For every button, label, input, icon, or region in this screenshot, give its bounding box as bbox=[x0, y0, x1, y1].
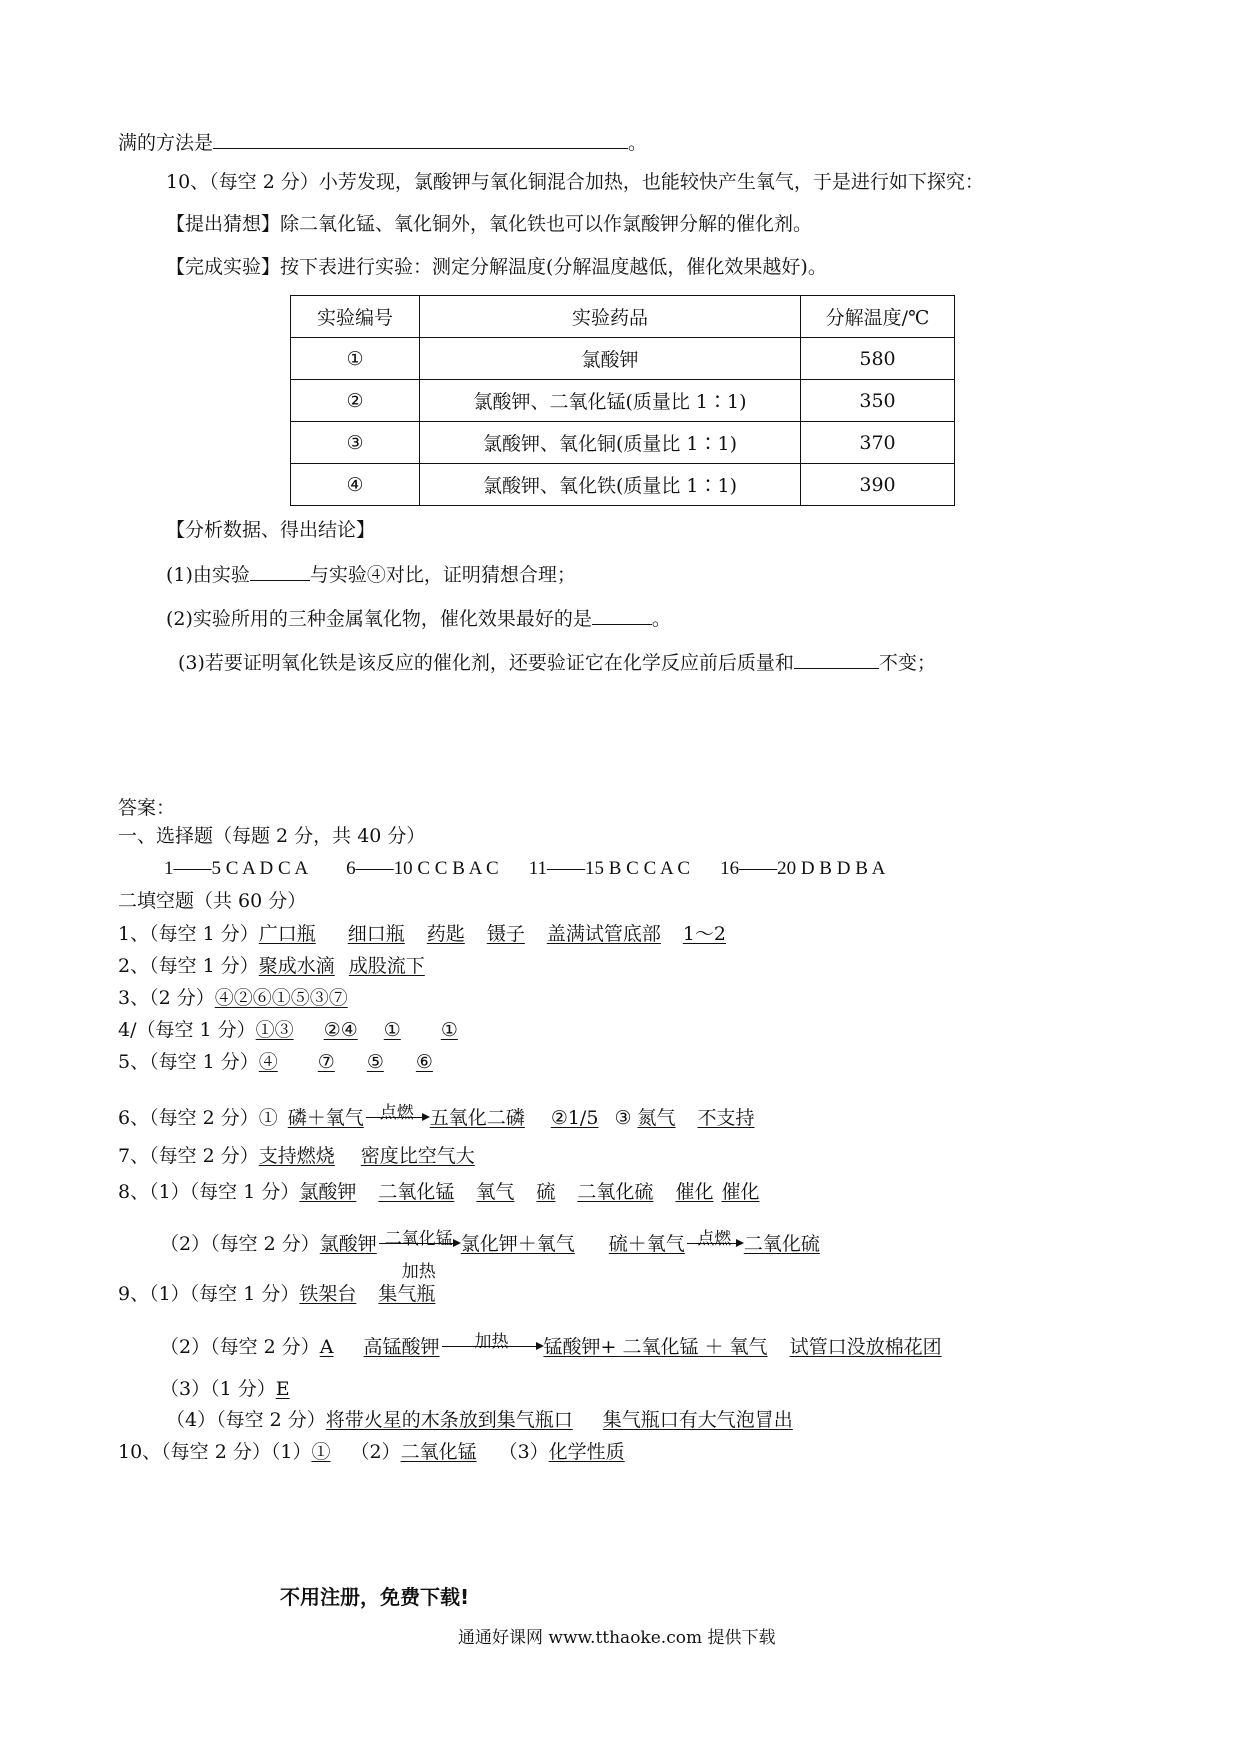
table-cell: 氯酸钾、氧化铁(质量比 1∶1) bbox=[420, 464, 801, 506]
equation-right: 二氧化硫 bbox=[743, 1233, 820, 1255]
answer: 氮气 bbox=[637, 1107, 676, 1129]
answer-line-8b bbox=[160, 1229, 820, 1282]
answer-line-10 bbox=[118, 1440, 625, 1464]
table-cell: ④ bbox=[291, 464, 420, 506]
answers-title: 答案： bbox=[118, 797, 176, 819]
answer: 聚成水滴 bbox=[258, 955, 335, 977]
answer: A bbox=[319, 1336, 334, 1358]
answer: 硫 bbox=[536, 1181, 556, 1203]
analysis-2 bbox=[166, 606, 671, 631]
table-cell: ① bbox=[291, 338, 420, 380]
answer-line-9a bbox=[118, 1282, 435, 1306]
q9-end-suffix: 。 bbox=[628, 132, 648, 154]
equation-left: 磷＋氧气 bbox=[287, 1107, 364, 1129]
answer: 盖满试管底部 bbox=[546, 923, 661, 945]
answer-prefix: 9、（1）（每空 1 分） bbox=[118, 1283, 300, 1305]
reaction-condition: 加热 bbox=[401, 1262, 436, 1282]
q9-end-line bbox=[118, 130, 647, 155]
answer: ②④ bbox=[323, 1019, 358, 1041]
blank bbox=[592, 606, 652, 625]
equation-left: 高锰酸钾 bbox=[363, 1336, 440, 1358]
analysis-1 bbox=[166, 562, 576, 587]
footer-site: 通通好课网 www.tthaoke.com 提供下载 bbox=[458, 1628, 776, 1648]
answer: 氧气 bbox=[476, 1181, 515, 1203]
answer: 氯酸钾 bbox=[299, 1181, 357, 1203]
answer-prefix: 10、（每空 2 分） bbox=[118, 1441, 271, 1463]
answer-prefix: 4/（每空 1 分） bbox=[118, 1019, 256, 1041]
answer: ① bbox=[440, 1019, 458, 1041]
mc-group: 11——15 B C C A C bbox=[528, 858, 691, 879]
answer: ④ bbox=[258, 1051, 278, 1073]
answer-line-9b bbox=[160, 1332, 942, 1359]
reaction-condition: 点燃 bbox=[379, 1103, 414, 1123]
answer: ①③ bbox=[255, 1019, 294, 1041]
equation-right: 氯化钾＋氧气 bbox=[460, 1233, 575, 1255]
answer: 1～2 bbox=[682, 923, 727, 945]
reaction-condition: 加热 bbox=[474, 1332, 509, 1352]
reaction-arrow bbox=[366, 1103, 428, 1124]
table-row bbox=[291, 422, 955, 464]
answer: ⑦ bbox=[317, 1051, 335, 1073]
blank bbox=[250, 562, 310, 581]
answer-prefix: （3）（1 分） bbox=[160, 1378, 276, 1400]
answer-line-6 bbox=[118, 1103, 755, 1130]
q9-end-prefix: 满的方法是 bbox=[118, 132, 214, 154]
answer: 将带火星的木条放到集气瓶口 bbox=[325, 1409, 573, 1431]
mc-group: 6——10 C C B A C bbox=[346, 858, 499, 879]
answer: 成股流下 bbox=[348, 955, 425, 977]
reaction-arrow bbox=[379, 1229, 459, 1282]
answer: 化学性质 bbox=[548, 1441, 625, 1463]
table-cell: 580 bbox=[801, 338, 955, 380]
answer-line-7 bbox=[118, 1144, 475, 1168]
analysis-title: 【分析数据、得出结论】 bbox=[166, 519, 376, 541]
answer-number: ① bbox=[258, 1107, 278, 1129]
reaction-arrow bbox=[687, 1229, 742, 1250]
answer: 镊子 bbox=[486, 923, 525, 945]
equation-right: 锰酸钾+ 二氧化锰 ＋ 氧气 bbox=[543, 1336, 768, 1358]
answer: 二氧化硫 bbox=[577, 1181, 654, 1203]
answer-line-5 bbox=[118, 1050, 433, 1074]
answer: ④②⑥①⑤③⑦ bbox=[214, 987, 348, 1009]
answer: 密度比空气大 bbox=[360, 1145, 475, 1167]
table-cell: 390 bbox=[801, 464, 955, 506]
reaction-catalyst: 二氧化锰 bbox=[384, 1229, 453, 1249]
table-cell: 370 bbox=[801, 422, 955, 464]
table-row bbox=[291, 380, 955, 422]
answer-number: ③ bbox=[614, 1107, 632, 1129]
answer-line-8a bbox=[118, 1180, 759, 1204]
answer: E bbox=[275, 1378, 290, 1400]
answer-prefix: （4）（每空 2 分） bbox=[166, 1409, 326, 1431]
answer-line-9d bbox=[166, 1408, 793, 1432]
analysis-3-pre: (3)若要证明氧化铁是该反应的催化剂，还要验证它在化学反应前后质量和 bbox=[178, 652, 794, 674]
answer-prefix: 8、（1）（每空 1 分） bbox=[118, 1181, 300, 1203]
table-header: 分解温度/℃ bbox=[801, 296, 955, 338]
answer: 不支持 bbox=[697, 1107, 755, 1129]
analysis-3 bbox=[178, 650, 936, 675]
answer-line-4 bbox=[118, 1018, 458, 1042]
answer: 药匙 bbox=[426, 923, 465, 945]
answer-prefix: 5、（每空 1 分） bbox=[118, 1051, 259, 1073]
reaction-arrow bbox=[442, 1332, 542, 1353]
answer: ⑥ bbox=[415, 1051, 433, 1073]
answer-line-2 bbox=[118, 954, 425, 978]
footer-promo: 不用注册，免费下载! bbox=[280, 1585, 470, 1609]
answer-prefix: 2、（每空 1 分） bbox=[118, 955, 259, 977]
table-cell: 350 bbox=[801, 380, 955, 422]
equation-left: 硫＋氧气 bbox=[608, 1233, 685, 1255]
answer: 催化 bbox=[675, 1181, 714, 1203]
answer-line-1 bbox=[118, 922, 726, 946]
answer: 二氧化锰 bbox=[378, 1181, 455, 1203]
mc-group: 16——20 D B D B A bbox=[720, 858, 886, 879]
table-cell: 氯酸钾 bbox=[420, 338, 801, 380]
table-cell: ③ bbox=[291, 422, 420, 464]
table-cell: 氯酸钾、氧化铜(质量比 1∶1) bbox=[420, 422, 801, 464]
answer-prefix: （2）（每空 2 分） bbox=[160, 1336, 320, 1358]
table-cell: ② bbox=[291, 380, 420, 422]
answer: ⑤ bbox=[366, 1051, 384, 1073]
q10-hypothesis: 【提出猜想】除二氧化锰、氧化铜外，氧化铁也可以作氯酸钾分解的催化剂。 bbox=[166, 213, 813, 235]
table-row bbox=[291, 464, 955, 506]
analysis-3-post: 不变； bbox=[878, 652, 936, 674]
table-header: 实验药品 bbox=[420, 296, 801, 338]
answer: 集气瓶 bbox=[378, 1283, 436, 1305]
equation-right: 五氧化二磷 bbox=[429, 1107, 525, 1129]
answer-prefix: 7、（每空 2 分） bbox=[118, 1145, 259, 1167]
answer: ① bbox=[383, 1019, 401, 1041]
answers-sec2: 二填空题（共 60 分） bbox=[118, 890, 307, 912]
analysis-1-post: 与实验④对比，证明猜想合理； bbox=[309, 564, 576, 586]
answers-sec1: 一、选择题（每题 2 分，共 40 分） bbox=[118, 825, 426, 847]
answer-prefix: 6、（每空 2 分） bbox=[118, 1107, 259, 1129]
answer: 铁架台 bbox=[299, 1283, 357, 1305]
answer: 广口瓶 bbox=[258, 923, 316, 945]
blank bbox=[794, 650, 879, 669]
mc-answers bbox=[164, 857, 885, 881]
answer: 二氧化锰 bbox=[400, 1441, 477, 1463]
experiment-table bbox=[290, 295, 955, 506]
answer: 催化 bbox=[721, 1181, 760, 1203]
answer: ②1/5 bbox=[550, 1107, 599, 1129]
answer: 支持燃烧 bbox=[258, 1145, 335, 1167]
answer-number: （3） bbox=[498, 1441, 549, 1463]
table-row bbox=[291, 338, 955, 380]
mc-group: 1——5 C A D C A bbox=[164, 858, 309, 879]
analysis-2-pre: (2)实验所用的三种金属氧化物，催化效果最好的是 bbox=[166, 608, 592, 630]
equation-left: 氯酸钾 bbox=[319, 1233, 377, 1255]
answer-prefix: （2）（每空 2 分） bbox=[160, 1233, 320, 1255]
blank bbox=[213, 130, 628, 149]
reaction-condition: 点燃 bbox=[697, 1229, 732, 1249]
analysis-1-pre: (1)由实验 bbox=[166, 564, 250, 586]
answer: ① bbox=[311, 1441, 331, 1463]
answer: 细口瓶 bbox=[347, 923, 405, 945]
answer-prefix: 1、（每空 1 分） bbox=[118, 923, 259, 945]
answer-prefix: 3、（2 分） bbox=[118, 987, 215, 1009]
q10-experiment: 【完成实验】按下表进行实验：测定分解温度(分解温度越低，催化效果越好)。 bbox=[166, 256, 827, 278]
table-cell: 氯酸钾、二氧化锰(质量比 1∶1) bbox=[420, 380, 801, 422]
answer-line-9c bbox=[160, 1377, 290, 1401]
answer-number: （1） bbox=[270, 1441, 312, 1463]
q10-intro: 10、（每空 2 分）小芳发现，氯酸钾与氧化铜混合加热，也能较快产生氧气，于是进行如下探究： bbox=[166, 171, 984, 193]
answer: 集气瓶口有大气泡冒出 bbox=[602, 1409, 793, 1431]
answer-number: （2） bbox=[350, 1441, 401, 1463]
answer: 试管口没放棉花团 bbox=[789, 1336, 942, 1358]
answer-line-3 bbox=[118, 986, 348, 1010]
table-header: 实验编号 bbox=[291, 296, 420, 338]
table-header-row bbox=[291, 296, 955, 338]
analysis-2-post: 。 bbox=[651, 608, 671, 630]
